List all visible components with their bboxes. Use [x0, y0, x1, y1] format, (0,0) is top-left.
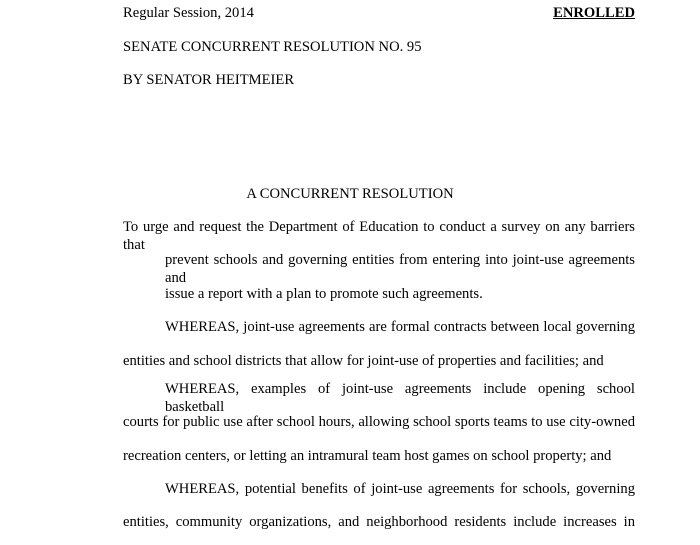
whereas-2-line-1: WHEREAS, examples of joint-use agreements include opening school basketball	[165, 381, 635, 415]
purpose-line-1: To urge and request the Department of Education to conduct a survey on any barriers that	[123, 219, 635, 253]
whereas-3-line-2: entities, community organizations, and neighborhood residents include increases in	[123, 514, 635, 530]
whereas-1-line-1: WHEREAS, joint-use agreements are formal contracts between local governing	[165, 319, 635, 335]
resolution-author: BY SENATOR HEITMEIER	[123, 72, 295, 88]
whereas-1-line-2: entities and school districts that allow for joint-use of properties and facilities; and	[123, 353, 604, 369]
purpose-line-2: prevent schools and governing entities from entering into joint-use agreements and	[165, 252, 635, 286]
whereas-2-line-2: courts for public use after school hours, allowing school sports teams to use city-owned	[123, 414, 635, 430]
purpose-line-3: issue a report with a plan to promote such agreements.	[165, 286, 483, 302]
whereas-2-line-3: recreation centers, or letting an intramural team host games on school property; and	[123, 448, 612, 464]
whereas-3-line-1: WHEREAS, potential benefits of joint-use agreements for schools, governing	[165, 481, 635, 497]
resolution-number: SENATE CONCURRENT RESOLUTION NO. 95	[123, 39, 422, 55]
session-label: Regular Session, 2014	[123, 5, 254, 21]
enrolled-status: ENROLLED	[553, 5, 635, 21]
resolution-title: A CONCURRENT RESOLUTION	[246, 186, 454, 202]
